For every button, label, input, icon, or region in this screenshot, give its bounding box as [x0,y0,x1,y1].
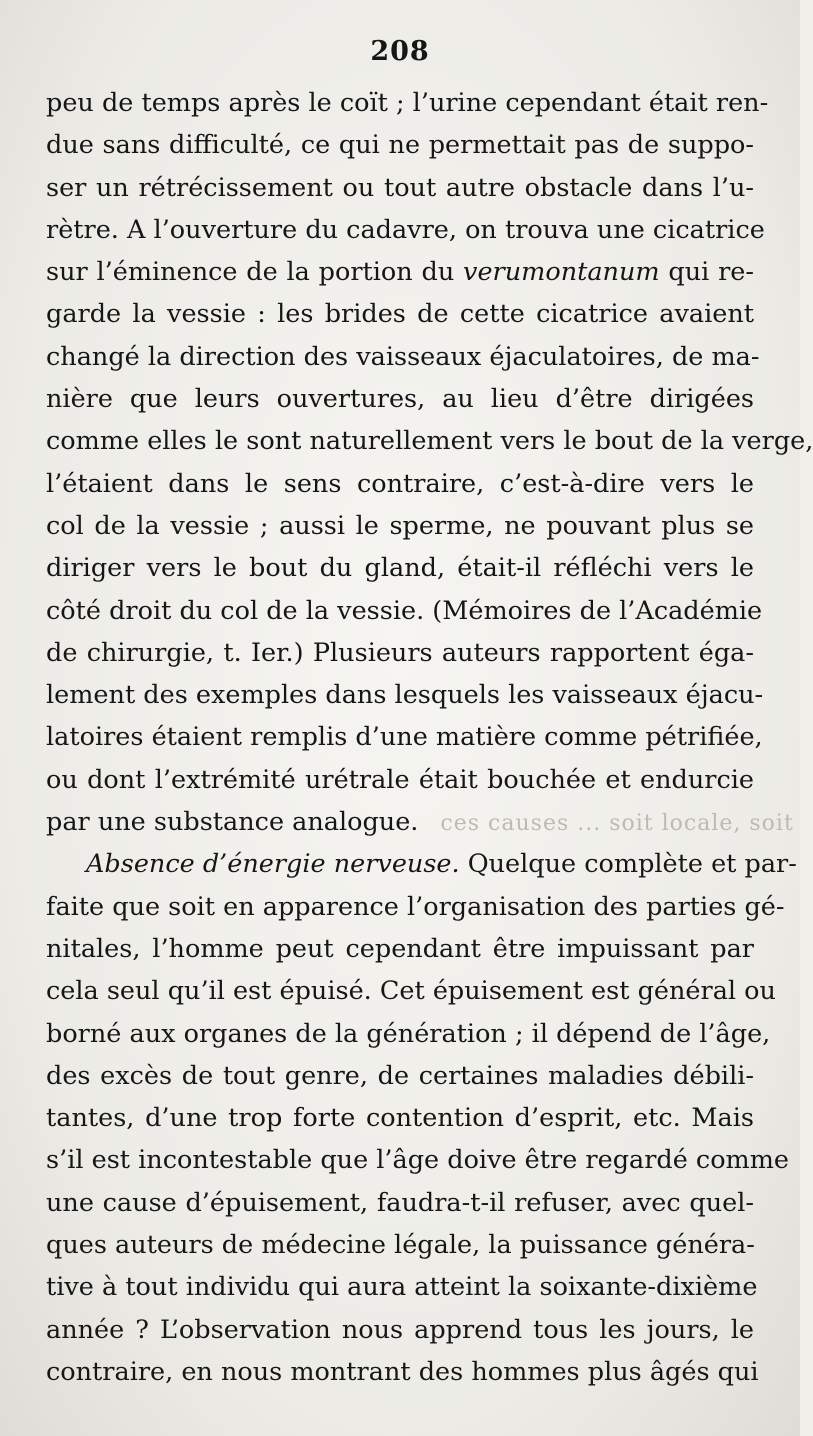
text-run: contraire, en nous montrant des hommes plus âgés qui [46,1356,759,1387]
text-run: ou dont l’extrémité urétrale était bouchée et endurcie [46,764,754,795]
text-run: cela seul qu’il est épuisé. Cet épuisement est général ou [46,976,776,1007]
text-run: année ? L’observation nous apprend tous les jours, le [46,1314,754,1345]
text-run: tive à tout individu qui aura atteint la soixante-dixième [46,1272,758,1303]
text-line [46,1013,771,1055]
text-line [46,124,754,166]
text-line [46,632,754,674]
text-line [46,505,754,547]
text-line [46,336,760,378]
text-run: lement des exemples dans lesquels les vaisseaux éjacu- [46,680,764,711]
text-run: nière que leurs ouvertures, au lieu d’être dirigées [46,384,754,415]
text-run: sur l’éminence de la portion du [46,257,464,288]
text-run: tantes, d’une trop forte contention d’esprit, etc. Mais [46,1103,754,1134]
text-line [46,674,764,716]
text-line [46,886,785,928]
text-line [46,970,776,1012]
text-line [46,209,765,251]
text-line [46,1266,758,1308]
text-line [46,1351,759,1393]
text-line [46,251,754,293]
body-text [46,82,813,1393]
text-run: comme elles le sont naturellement vers le bout de la verge, [46,426,813,457]
text-run: par une substance analogue. [46,807,419,838]
text-run: ser un rétrécissement ou tout autre obstacle dans l’u- [46,172,754,203]
text-run: diriger vers le bout du gland, était-il réfléchi vers le [46,553,754,584]
text-run: nitales, l’homme peut cependant être impuissant par [46,933,754,964]
text-line [46,167,754,209]
text-run: qui re- [659,257,754,288]
bleed-through-text: ces causes ... soit locale, soit [440,811,794,837]
text-line [46,1224,754,1266]
text-line [46,843,797,885]
text-line [46,1055,754,1097]
text-run: une cause d’épuisement, faudra-t-il refuser, avec quel- [46,1187,754,1218]
text-run: rètre. A l’ouverture du cadavre, on trouva une cicatrice [46,214,765,245]
text-run: col de la vessie ; aussi le sperme, ne pouvant plus se [46,510,754,541]
text-line [46,463,754,505]
text-line [46,1139,790,1181]
text-run: ques auteurs de médecine légale, la puissance généra- [46,1230,755,1261]
italic-text-run: Absence d’énergie nerveuse. [86,849,460,880]
text-run: latoires étaient remplis d’une matière comme pétrifiée, [46,722,763,753]
text-line [46,378,754,420]
page-number: 208 [370,36,430,67]
text-line [46,1182,754,1224]
text-run: des excès de tout genre, de certaines maladies débili- [46,1060,754,1091]
text-run: faite que soit en apparence l’organisation des parties gé- [46,891,785,922]
text-line [46,928,754,970]
text-run: borné aux organes de la génération ; il dépend de l’âge, [46,1018,771,1049]
text-line [46,759,754,801]
text-run: changé la direction des vaisseaux éjaculatoires, de ma- [46,341,760,372]
text-run: côté droit du col de la vessie. (Mémoires de l’Académie [46,595,763,626]
text-run: due sans difficulté, ce qui ne permettait pas de suppo- [46,130,754,161]
text-line [46,82,769,124]
text-line [46,1097,754,1139]
italic-text-run: verumontanum [463,257,660,288]
text-run: garde la vessie : les brides de cette cicatrice avaient [46,299,754,330]
text-run: de chirurgie, t. Ier.) Plusieurs auteurs rapportent éga- [46,637,754,668]
text-run: Quelque complète et par- [459,849,797,880]
text-run: l’étaient dans le sens contraire, c’est-à-dire vers le [46,468,754,499]
text-line [46,547,754,589]
text-line [46,1309,754,1351]
text-line [46,801,794,843]
text-line [46,716,763,758]
text-run: peu de temps après le coït ; l’urine cependant était ren- [46,88,769,118]
text-line [46,420,813,462]
text-line [46,293,754,335]
text-line [46,590,763,632]
text-run: s’il est incontestable que l’âge doive être regardé comme [46,1145,790,1176]
